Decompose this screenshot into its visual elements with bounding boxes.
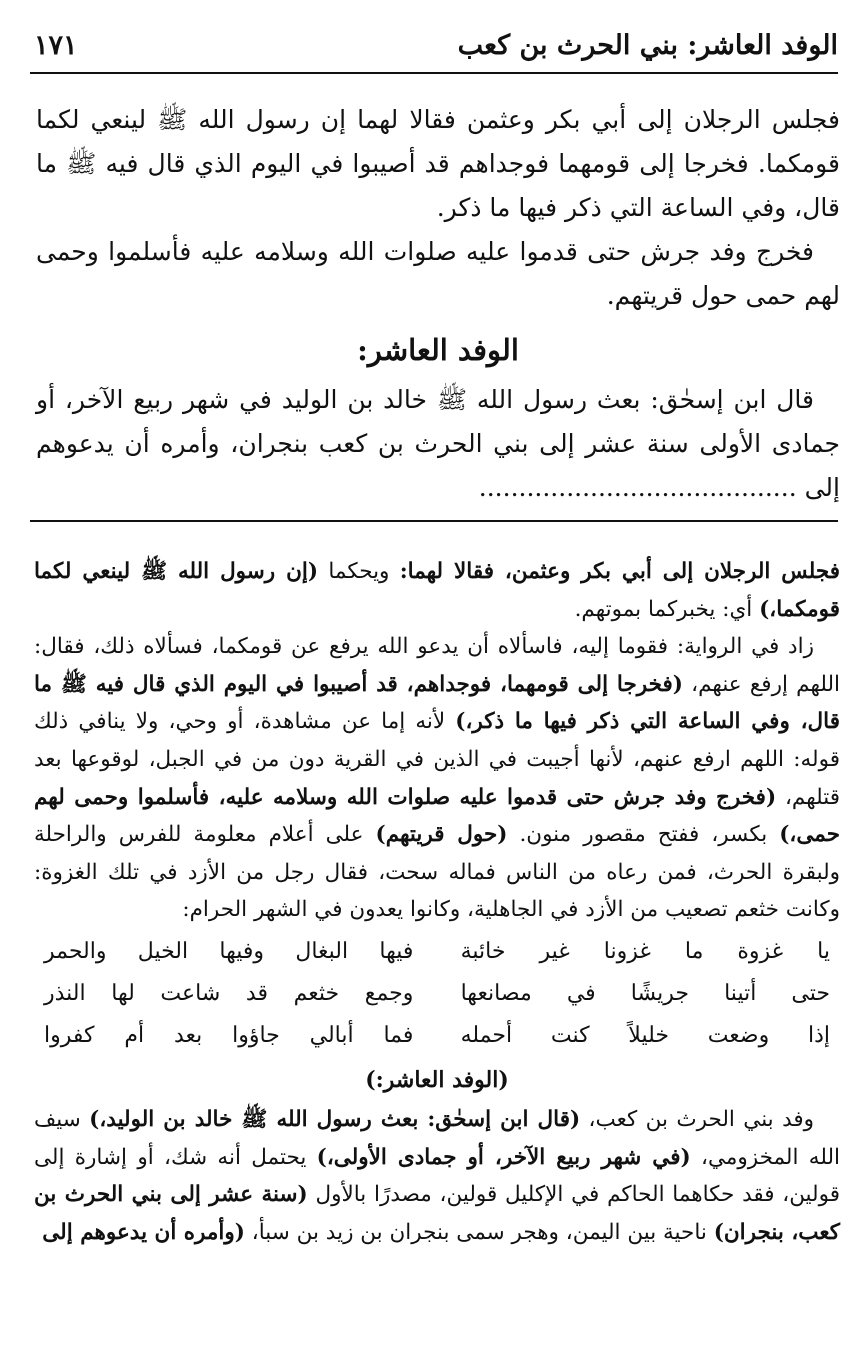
quoted-text: (وأمره أن يدعوهم إلى (42, 1219, 245, 1245)
commentary-paragraph-1 (34, 553, 840, 628)
hemistich: حتى أتينا جريشًا في مصانعها (460, 980, 830, 1006)
section-heading: الوفد العاشر: (357, 333, 519, 367)
commentary-text: أي: يخبركما بموتهم. (574, 596, 760, 622)
commentary-text: سيف الله المخزومي، (34, 1106, 840, 1170)
quoted-text: (قال ابن إسحٰق: بعث رسول الله ﷺ خالد بن الوليد،) (89, 1106, 581, 1132)
commentary-subheading: (الوفد العاشر:) (365, 1066, 509, 1093)
commentary-paragraph-2 (34, 628, 840, 929)
main-paragraph-1: فجلس الرجلان إلى أبي بكر وعثمن فقالا لهما إن رسول الله ﷺ لينعي لكما قومكما. فخرجا إلى قومهما فوجداهم قد أصيبوا في اليوم الذي قال فيه ﷺ ما قال، وفي الساعة التي ذكر فيها ما ذكر. (36, 105, 840, 222)
quoted-text: فجلس الرجلان إلى أبي بكر وعثمن، فقالا لهما: (399, 559, 840, 584)
main-paragraph-2: فخرج وفد جرش حتى قدموا عليه صلوات الله وسلامه عليه فأسلموا وحمى لهم حمى حول قريتهم. (36, 237, 840, 310)
running-title: الوفد العاشر: بني الحرث بن كعب (457, 30, 838, 61)
main-paragraph-3: قال ابن إسحٰق: بعث رسول الله ﷺ خالد بن الوليد في شهر ربيع الآخر، أو جمادى الأولى سنة عشر إلى بني الحرث بن كعب بنجران، وأمره أن يدعوهم إلى ........................................ (36, 385, 840, 502)
hemistich: فما أبالي جاؤوا بعد أم كفروا (44, 1022, 414, 1048)
quoted-text: (فخرجا إلى قومهما، فوجداهم، قد أصيبوا في اليوم الذي قال فيه ﷺ ما قال، وفي الساعة التي ذكر فيها ما ذكر،) (34, 671, 840, 735)
commentary-text: لأنه إما عن مشاهدة، أو وحي، ولا ينافي ذلك قوله: اللهم ارفع عنهم، لأنها أجيبت في الذين في القرية دون من في الجبل، لوقوعها بعد قتلهم، (34, 709, 840, 810)
hemistich: يا غزوة ما غزونا غير خائبة (460, 938, 830, 964)
commentary-text: ناحية بين اليمن، وهجر سمى بنجران بن زيد بن سبأ، (244, 1219, 714, 1245)
quoted-text: (حول قريتهم) (375, 822, 508, 848)
page-header (30, 28, 838, 74)
hemistich: فيها البغال وفيها الخيل والحمر (44, 938, 414, 964)
quoted-text: (في شهر ربيع الآخر، أو جمادى الأولى،) (316, 1144, 691, 1170)
commentary (34, 553, 840, 1251)
hemistich: إذا وضعت خليلاً كنت أحمله (460, 1022, 830, 1048)
commentary-paragraph-3 (34, 1101, 840, 1251)
commentary-text: بكسر، ففتح مقصور منون. (507, 822, 780, 848)
commentary-text: يحتمل أنه شك، أو إشارة إلى قولين، فقد حكاهما الحاكم في الإكليل قولين، مصدرًا بالأول (34, 1144, 840, 1208)
quoted-text: (سنة عشر إلى بني الحرث بن كعب، بنجران) (34, 1182, 840, 1245)
main-text (36, 98, 840, 510)
commentary-text: زاد في الرواية: فقوما إليه، فاسألاه أن يدعو الله يرفع عن قومكما، فسألاه ذلك، فقال: اللهم إرفع عنهم، (34, 634, 840, 697)
commentary-text: على أعلام معلومة للفرس والراحلة ولبقرة الحرث، فمن رعاه من الناس فماله سحت، فقال رجل من الأزد في تلك الغزوة: وكانت خثعم تصعيب من الأزد في الجاهلية، وكانوا يعدون في الشهر الحرام: (34, 822, 840, 923)
poem-verse (34, 1015, 840, 1057)
quoted-text: (فخرج وفد جرش حتى قدموا عليه صلوات الله وسلامه عليه، فأسلموا وحمى لهم حمى،) (34, 784, 840, 848)
commentary-text: وفد بني الحرث بن كعب، (580, 1106, 815, 1132)
poem-verse (34, 973, 840, 1015)
hemistich: وجمع خثعم قد شاعت لها النذر (44, 980, 414, 1006)
page-number: ١٧١ (34, 30, 78, 61)
footnote-separator (30, 520, 838, 522)
quoted-text: (إن رسول الله ﷺ لينعي لكما قومكما،) (34, 559, 840, 622)
commentary-text: ويحكما (318, 559, 400, 584)
poem-verse (34, 931, 840, 973)
poem (34, 931, 840, 1057)
